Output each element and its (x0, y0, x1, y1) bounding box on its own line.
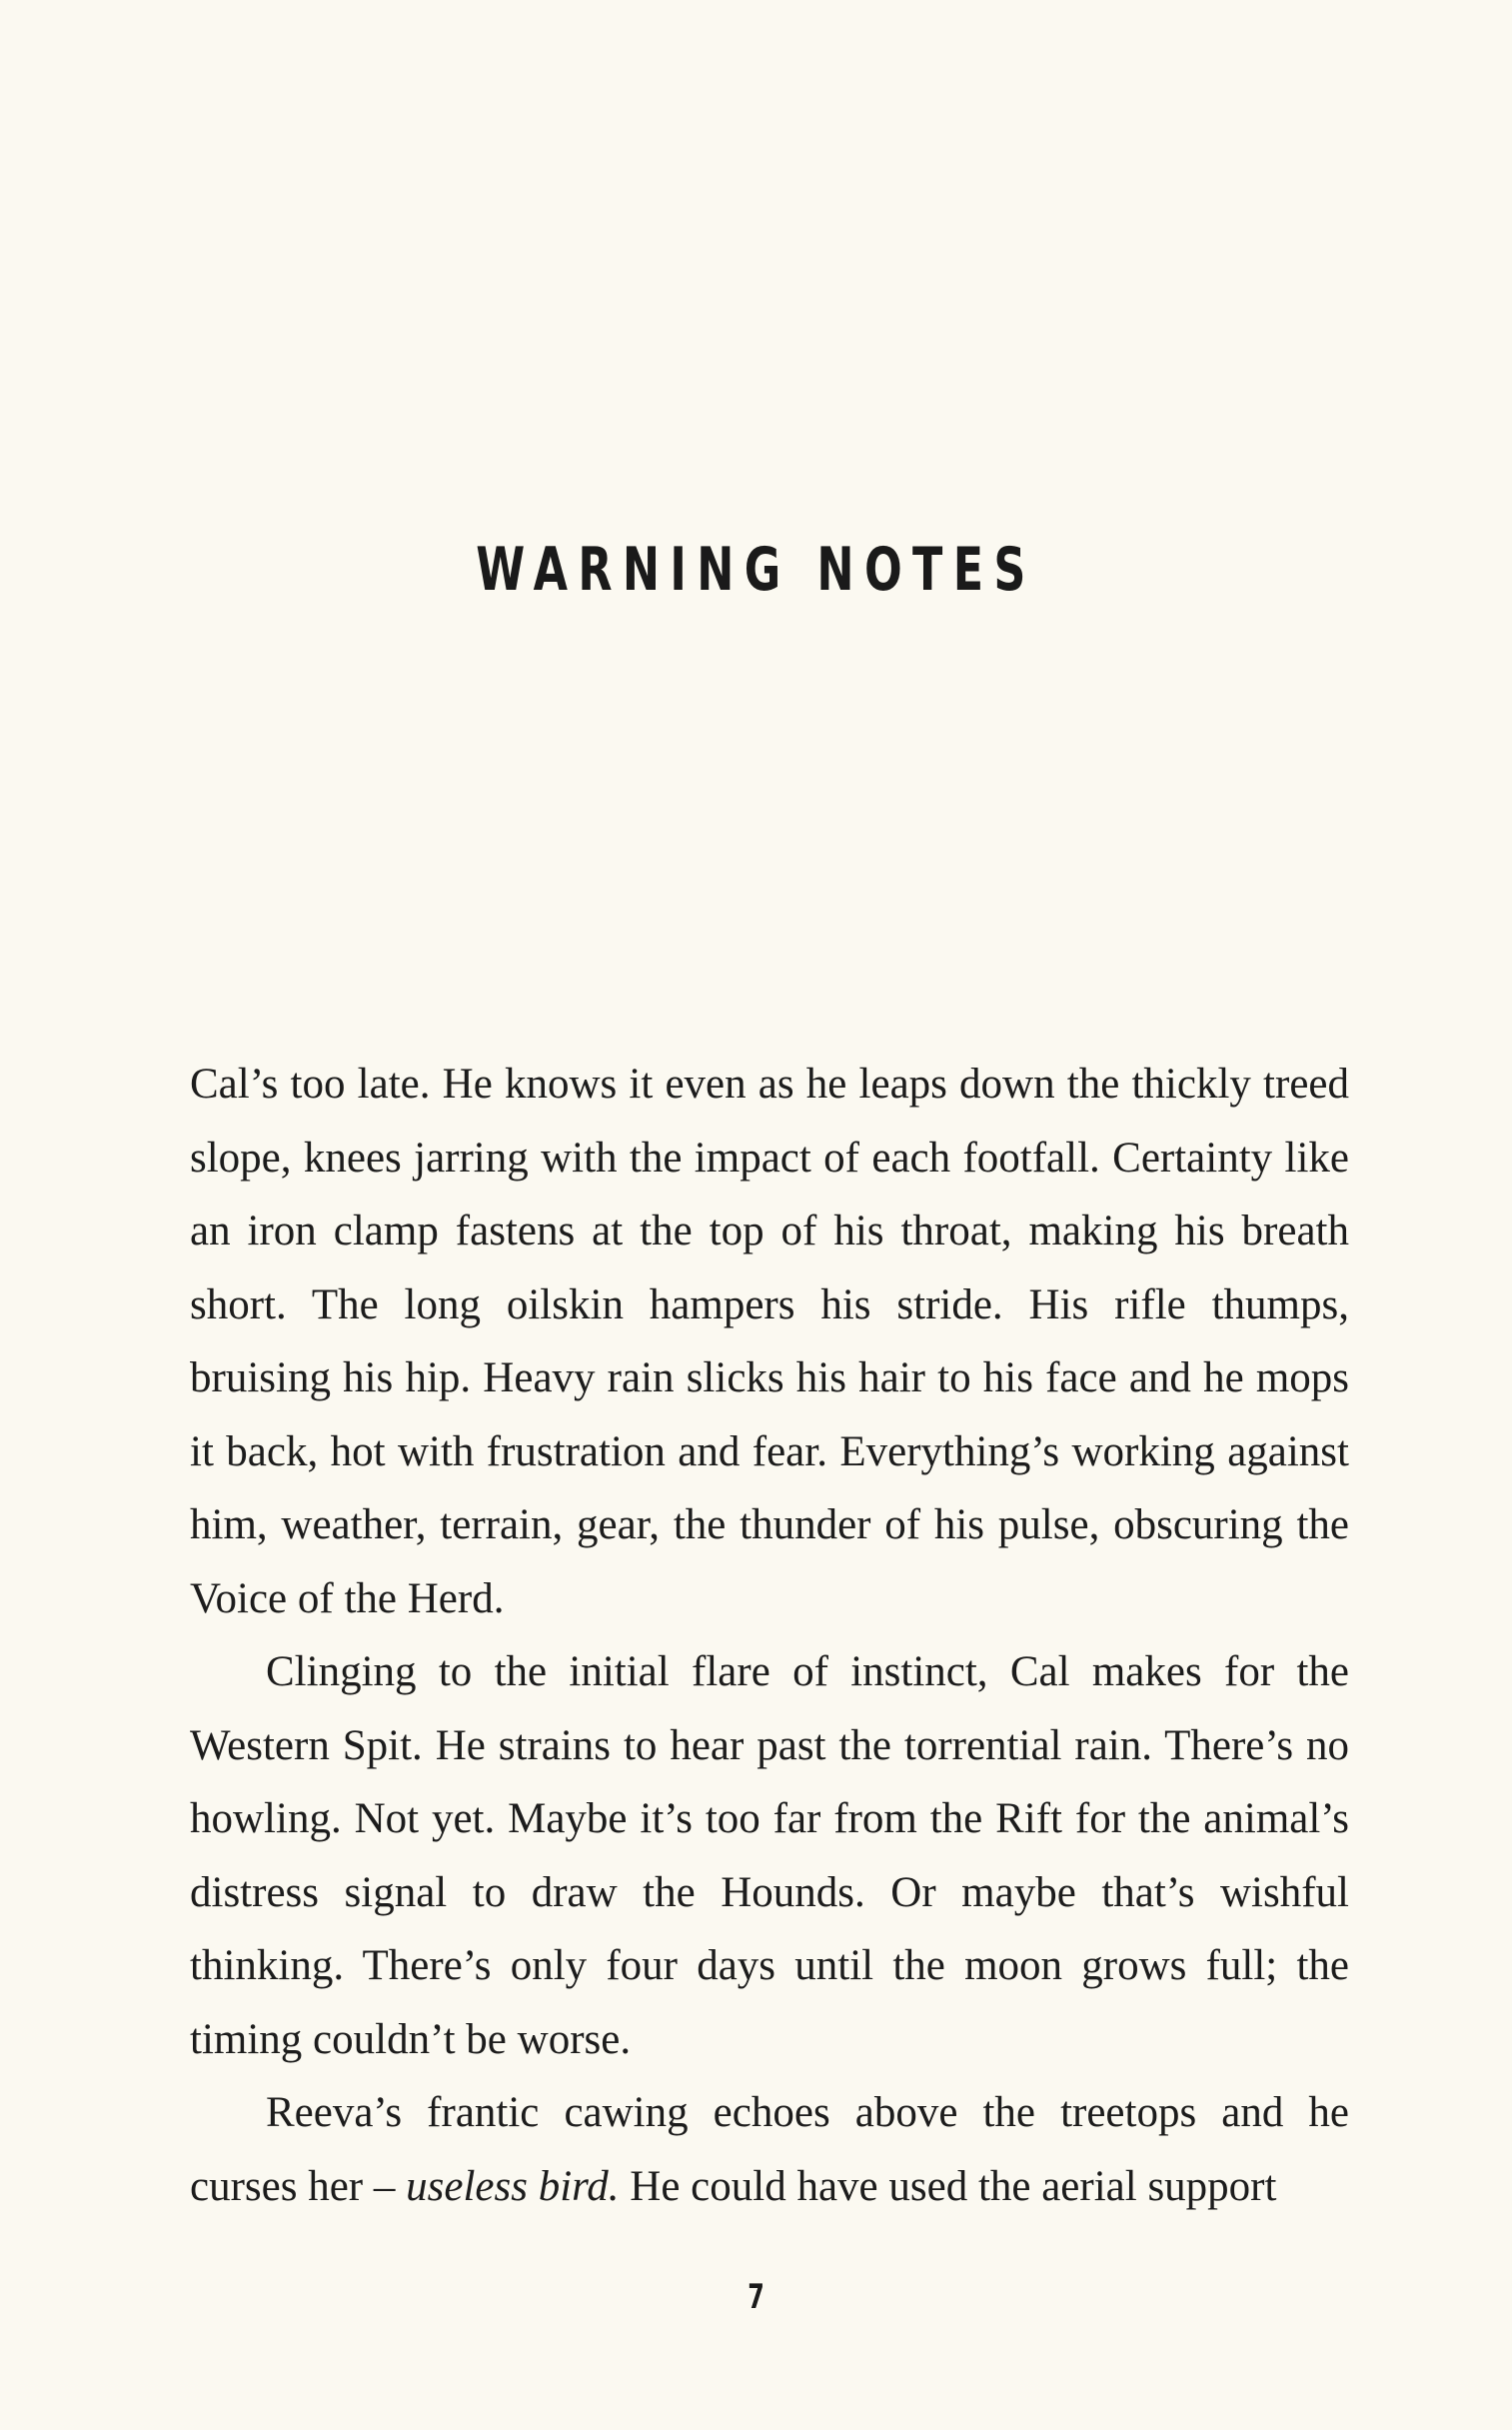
paragraph-3 (190, 2076, 1349, 2223)
chapter-title: WARNING NOTES (476, 535, 1036, 605)
paragraph-1: Cal’s too late. He knows it even as he leaps down the thickly treed slope, knees jarring with the impact of each footfall. Certainty like an iron clamp fastens at the top of his throat, making his breath short. The long oilskin hampers his stride. His rifle thumps, bruising his hip. Heavy rain slicks his hair to his face and he mops it back, hot with frustration and fear. Everything’s working against him, weather, terrain, gear, the thunder of his pulse, obscuring the Voice of the Herd. (190, 1061, 1349, 1622)
paragraph-3-start: Reeva’s frantic cawing echoes above the treetops and he curses her – (190, 2089, 1349, 2210)
paragraph-3-end: He could have used the aerial support (619, 2162, 1277, 2210)
paragraph-3-emphasis: useless bird. (406, 2162, 620, 2210)
page-number: 7 (748, 2277, 764, 2317)
body-text (190, 1048, 1349, 2223)
paragraph-2: Clinging to the initial flare of instinct, Cal makes for the Western Spit. He strains to hear past the torrential rain. There’s no howling. Not yet. Maybe it’s too far from the Rift for the animal’s distress signal to draw the Hounds. Or maybe that’s wishful thinking. There’s only four days until the moon grows full; the timing couldn’t be worse. (190, 1648, 1349, 2063)
